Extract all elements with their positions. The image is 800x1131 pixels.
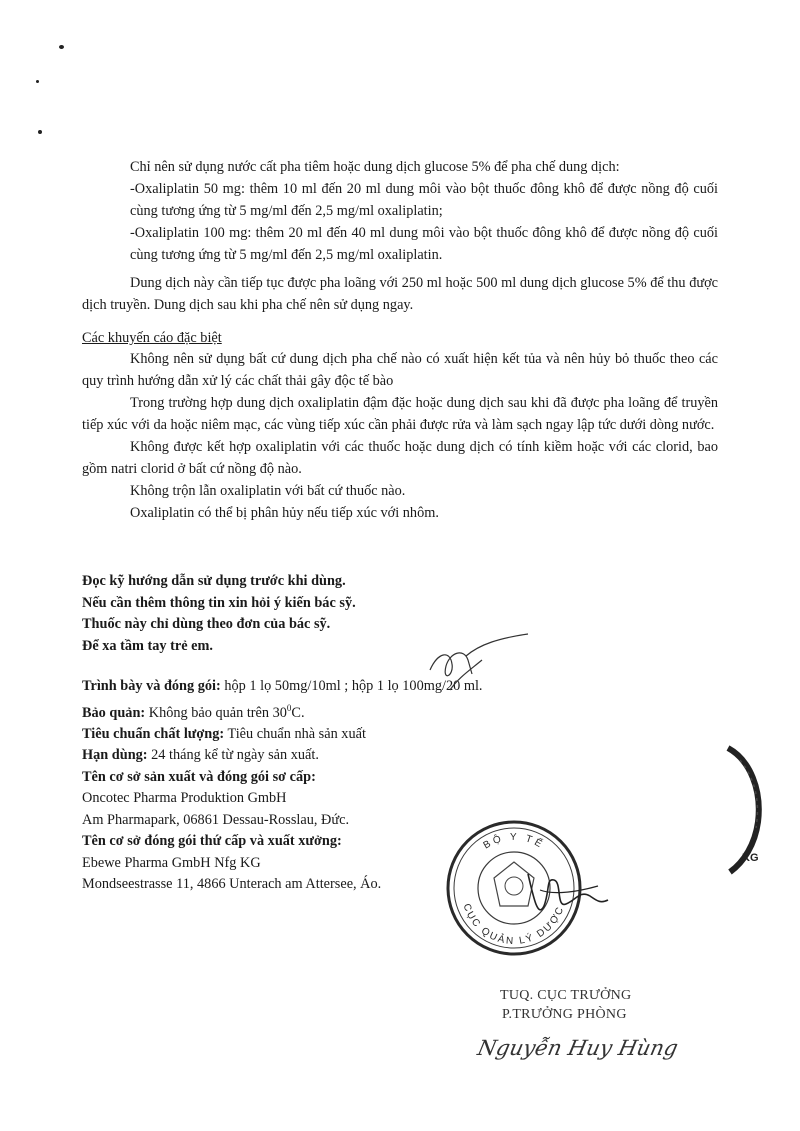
notice-ask-doctor: Nếu cần thêm thông tin xin hỏi ý kiến bác sỹ. xyxy=(82,594,356,611)
preparation-section xyxy=(82,156,718,266)
storage-value: Không bảo quản trên 30 xyxy=(145,704,287,721)
warnings-heading: Các khuyến cáo đặc biệt xyxy=(82,330,222,346)
official-title-1: TUQ. CỤC TRƯỞNG xyxy=(500,988,632,1003)
notice-prescription-only: Thuốc này chỉ dùng theo đơn của bác sỹ. xyxy=(82,616,331,632)
secondary-packager-address: Mondseestrasse 11, 4866 Unterach am Attersee, Áo. xyxy=(82,876,382,893)
secondary-packager-name: Ebewe Pharma GmbH Nfg KG xyxy=(82,854,261,871)
primary-manufacturer-name: Oncotec Pharma Produktion GmbH xyxy=(82,790,287,807)
director-signature xyxy=(520,860,610,930)
warning-precipitate: Không nên sử dụng bất cứ dung dịch pha chế nào có xuất hiện kết tủa và nên hủy bỏ thuốc theo các quy trình hướng dẫn xử lý các chất thải gây độc tế bào xyxy=(82,351,718,389)
primary-manufacturer-label: Tên cơ sở sản xuất và đóng gói sơ cấp: xyxy=(82,768,316,785)
product-info-block xyxy=(82,676,483,896)
warning-aluminium: Oxaliplatin có thể bị phân hủy nếu tiếp xúc với nhôm. xyxy=(130,505,439,521)
standard-value: Tiêu chuẩn nhà sản xuất xyxy=(224,725,366,742)
prep-intro: Chỉ nên sử dụng nước cất pha tiêm hoặc dung dịch glucose 5% để pha chế dung dịch: xyxy=(130,159,620,175)
expiry-value: 24 tháng kể từ ngày sản xuất. xyxy=(147,747,319,764)
official-handwritten-name: Nguyễn Huy Hùng xyxy=(475,1036,681,1060)
warning-no-mixing: Không trộn lẫn oxaliplatin với bất cứ thuốc nào. xyxy=(130,483,406,499)
packaging-value: hộp 1 lọ 50mg/10ml ; hộp 1 lọ 100mg/20 ml. xyxy=(220,678,483,694)
warning-alkaline: Không được kết hợp oxaliplatin với các thuốc hoặc dung dịch có tính kiềm hoặc với các clorid, bao gồm natri clorid ở bất cứ nồng độ nào. xyxy=(82,439,718,477)
notice-keep-away-children: Để xa tầm tay trẻ em. xyxy=(82,637,213,654)
storage-label: Bảo quản: xyxy=(82,704,146,721)
official-signature-block xyxy=(500,986,670,1024)
scan-speck xyxy=(59,45,64,49)
secondary-packager-label: Tên cơ sở đóng gói thứ cấp và xuất xưởng: xyxy=(82,833,342,850)
prep-item-50mg: -Oxaliplatin 50 mg: thêm 10 ml đến 20 ml dung môi vào bột thuốc đông khô để được nồng độ cuối cùng tương ứng từ 5 mg/ml đến 2,5 mg/ml oxaliplatin; xyxy=(130,181,718,219)
storage-degree: 0 xyxy=(286,702,292,713)
primary-manufacturer-address: Am Pharmapark, 06861 Dessau-Rosslau, Đức. xyxy=(82,811,350,828)
dilution-paragraph xyxy=(82,272,718,316)
notice-read-instructions: Đọc kỹ hướng dẫn sử dụng trước khi dùng. xyxy=(82,573,346,589)
seal-top-text: BỘ Y TẾ xyxy=(481,831,547,852)
storage-line xyxy=(82,698,483,724)
prep-item-100mg: -Oxaliplatin 100 mg: thêm 20 ml đến 40 ml dung môi vào bột thuốc đông khô để được nồng độ cuối cùng tương ứng từ 5 mg/ml đến 2,5 mg/ml oxaliplatin. xyxy=(130,225,718,263)
seal-bottom-text: CỤC QUẢN LÝ DƯỢC xyxy=(460,902,567,948)
storage-unit: C. xyxy=(291,704,305,721)
signature-initial-mark xyxy=(420,630,540,700)
scan-speck xyxy=(36,80,39,83)
expiry-line xyxy=(82,745,483,767)
scan-speck xyxy=(38,130,42,134)
expiry-label: Hạn dùng: xyxy=(82,747,148,764)
standard-label: Tiêu chuẩn chất lượng: xyxy=(82,725,225,742)
dilution-text: Dung dịch này cần tiếp tục được pha loãng với 250 ml hoặc 500 ml dung dịch glucose 5% để thu được dịch truyền. Dung dịch sau khi pha chế nên sử dụng ngay. xyxy=(82,275,718,313)
standard-line xyxy=(82,724,483,746)
svg-text:BỘ Y TẾ xyxy=(482,831,547,851)
official-title-2: P.TRƯỞNG PHÒNG xyxy=(502,1007,627,1022)
notices-block xyxy=(82,571,356,657)
warnings-section xyxy=(82,348,718,524)
packaging-label: Trình bày và đóng gói: xyxy=(82,678,221,694)
stamp-fragment-text: KG xyxy=(742,852,759,864)
warning-skin-contact: Trong trường hợp dung dịch oxaliplatin đậm đặc hoặc dung dịch sau khi đã được pha loãng để truyền tiếp xúc với da hoặc niêm mạc, các vùng tiếp xúc cần phải được rửa và làm sạch ngay lập tức dưới dòng nước. xyxy=(82,395,718,433)
